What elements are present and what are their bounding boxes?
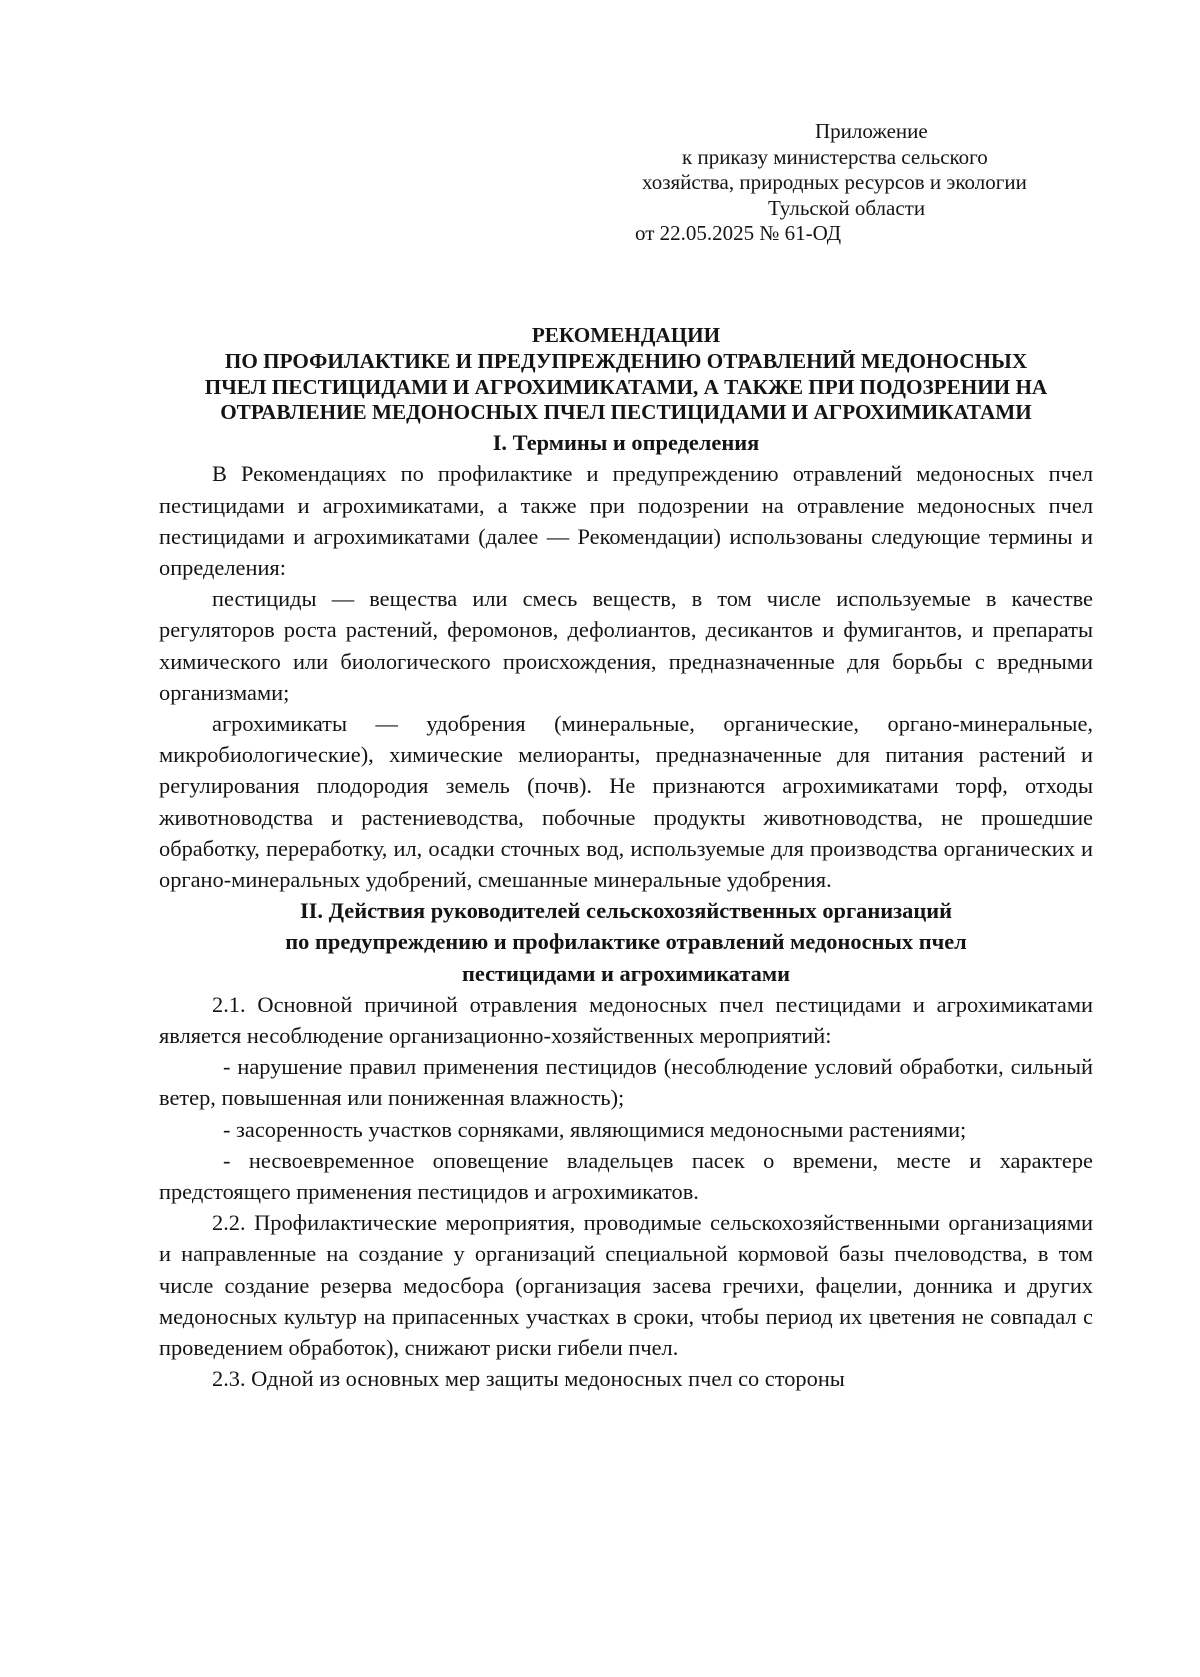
definition-pesticides: пестициды — вещества или смесь веществ, в том числе используемые в качестве регуляторов роста растений, феромонов, дефолиантов, десикантов и фумигантов, и препараты химического или биологического происхождения, предназначенные для борьбы с вредными организмами;	[159, 586, 1093, 705]
title-line: ПО ПРОФИЛАКТИКЕ И ПРЕДУПРЕЖДЕНИЮ ОТРАВЛЕНИЙ МЕДОНОСНЫХ	[224, 348, 1028, 373]
paragraph-2-2: 2.2. Профилактические мероприятия, проводимые сельскохозяйственными организациями и направленные на создание у организаций специальной кормовой базы пчеловодства, в том числе создание резерва медосбора (организация засева гречихи, фацелии, донника и других медоносных культур на припасенных участках в сроки, чтобы период их цветения не совпадал с проведением обработок), снижают риски гибели пчел.	[159, 1210, 1093, 1361]
document-title	[159, 323, 1093, 426]
paragraph-2-1: 2.1. Основной причиной отравления медоносных пчел пестицидами и агрохимикатами является несоблюдение организационно-хозяйственных мероприятий:	[159, 991, 1093, 1049]
section-2-heading-line: пестицидами и агрохимикатами	[461, 960, 791, 986]
section-2-heading-line: по предупреждению и профилактике отравлений медоносных пчел	[285, 929, 967, 955]
appendix-block	[600, 119, 1100, 247]
document-body	[159, 323, 1093, 1394]
appendix-region: Тульской области	[768, 195, 926, 220]
appendix-ministry: хозяйства, природных ресурсов и экологии	[642, 170, 1027, 194]
list-item: - засоренность участков сорняками, являющимися медоносными растениями;	[223, 1116, 967, 1142]
appendix-label: Приложение	[815, 119, 928, 143]
section-2-heading-line: II. Действия руководителей сельскохозяйственных организаций	[299, 898, 953, 924]
appendix-date-number: от 22.05.2025 № 61-ОД	[635, 221, 842, 245]
definition-agrochemicals: агрохимикаты — удобрения (минеральные, органические, органо-минеральные, микробиологические), химические мелиоранты, предназначенные для питания растений и регулирования плодородия земель (почв). Не признаются агрохимикатами торф, отходы животноводства и растениеводства, побочные продукты животноводства, не прошедшие обработку, переработку, ил, осадки сточных вод, используемые для производства органических и органо-минеральных удобрений, смешанные минеральные удобрения.	[159, 711, 1093, 893]
list-item: - нарушение правил применения пестицидов (несоблюдение условий обработки, сильный ветер, повышенная или пониженная влажность);	[159, 1054, 1093, 1111]
appendix-order-ref: к приказу министерства сельского	[682, 144, 988, 169]
title-line: РЕКОМЕНДАЦИИ	[531, 323, 721, 347]
title-line: ПЧЕЛ ПЕСТИЦИДАМИ И АГРОХИМИКАТАМИ, А ТАКЖЕ ПРИ ПОДОЗРЕНИИ НА	[204, 374, 1048, 399]
list-item: - несвоевременное оповещение владельцев пасек о времени, месте и характере предстоящего применения пестицидов и агрохимикатов.	[159, 1147, 1093, 1205]
paragraph-2-3: 2.3. Одной из основных мер защиты медоносных пчел со стороны	[212, 1366, 845, 1392]
section-2-heading	[159, 895, 1093, 989]
section-1-intro: В Рекомендациях по профилактике и предупреждению отравлений медоносных пчел пестицидами и агрохимикатами, а также при подозрении на отравление медоносных пчел пестицидами и агрохимикатами (далее — Рекомендации) использованы следующие термины и определения:	[159, 461, 1093, 580]
section-1-heading: I. Термины и определения	[492, 430, 760, 456]
title-line: ОТРАВЛЕНИЕ МЕДОНОСНЫХ ПЧЕЛ ПЕСТИЦИДАМИ И АГРОХИМИКАТАМИ	[220, 400, 1032, 425]
